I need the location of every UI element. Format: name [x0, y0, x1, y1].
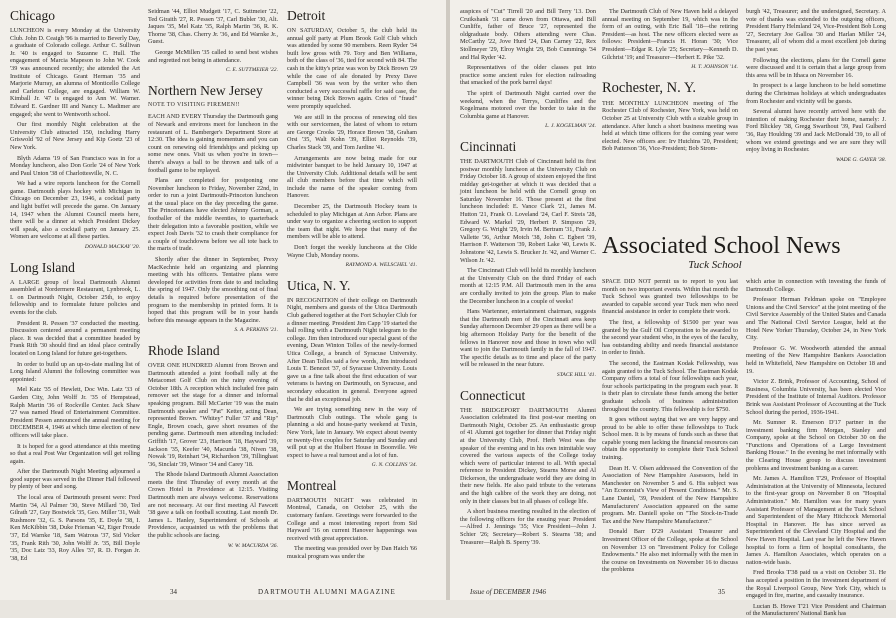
paragraph: Plans are completed for postponing one November luncheon to Friday, November 22nd, in order to run a joint Dartmouth-Princeton luncheon at the usual place on the day preceding the game. The Princetonians have elected Johnny Gorman, a footballer of the middle twenties, to quarterback their delegation into a favorable position, while we expect Josh Davis '32 to crash their compliance for a couple of touchdowns before we all tote back to the marts of trade. [148, 177, 278, 253]
section-heading-long-island: Long Island [10, 259, 75, 275]
paragraph: Mr. Sumner R. Emerson D'17 partner in the investment banking firm Morgan, Stanley and Company, spoke at the School on October 30 on the "Functions and Operations of a Large Investment Banking House." In the evening he met informally with the Clearing House group to discuss investment problems and investment banking as a career. [746, 419, 886, 472]
paragraph: burgh '42, Treasurer; and the undersigned, Secretary. A vote of thanks was extended to the outgoing officers, President Harry Helmland '24, Vice-President Bob Long '27, Secretary Joe Galloa '30 and Harlan Miller '24, Treasurer, all of whom did a most excellent job during the past year. [746, 8, 886, 53]
paragraph: Hans Wartenner, entertainment chairman, suggests that the Dartmouth men of the Cincinnati area keep Sunday afternoon December 29 open as there will be a big afternoon Holiday Party for the benefit of the fellows in Hanover now and those in town who will want to join the Dartmouth family in the fall of 1947. The specific details as to time and place of the party will be released in the near future. [460, 308, 596, 369]
left-page [0, 0, 446, 600]
signature: W. W. MACURDA '36. [227, 542, 278, 549]
paragraph: THE DARTMOUTH Club of Cincinnati held its first postwar monthly luncheon at the University Club on Friday October 18. A group of sixteen enjoyed the first midday get-together at which it was decided that a joint luncheon be held with the Cornell group on Saturday November 16. Those present at the first luncheon included: E. Vance Clark '21, James M. Hutton '21, Frank O. Loveland '24, Carl F. Streis '28, Edward W. Markel '29, Herbert P. Simpson '29, Gregory G. Wright '29, Irvin M. Bertram '31, Frank J. Vallette '36, Arthur Motch '38, John C. Egbert '39, Harrison F. Watterson '39, Robert Lake '40, Lewis K. Johnstone '42, Lewis S. Brucker Jr. '42, and Warner C. Wilson Jr. '42. [460, 157, 596, 264]
paragraph: Fred Brooks T'38 paid us a visit on October 31. He has accepted a position in the investment department of the Royal Liverpool Group, New York City, which is engaged in fire, marine, and casualty insurance. [746, 569, 886, 600]
paragraph: December 25, the Dartmouth Hockey team is scheduled to play Michigan at Ann Arbor. Plans are under way to organize a cheering section to support the team that night. We hope that many of the members will be able to attend. [287, 203, 417, 241]
right-column-3 [746, 8, 886, 230]
tuck-column-2 [746, 278, 886, 618]
paragraph: In prospect is a large luncheon to be held sometime during the Christmas holidays at which undergraduates from Rochester and vicinity will be guests. [746, 82, 886, 105]
signature: H. T. JOHNSON '14. [691, 64, 738, 71]
right-column-2 [602, 8, 738, 230]
paragraph: The first, a fellowship of $1500 per year was granted by the Gulf Oil Corporation to be awarded to the second year student who, in the eyes of the faculty, has outstanding ability and needs financial assistance in order to finish. [602, 318, 738, 357]
paragraph: EACH AND EVERY Thursday the Dartmouth gang of Newark and environs meet for luncheon in the restaurant of L. Bamberger's Department Store at 12:30. The idea is gaining momentum and you can count on renewing old friendships and picking up some new ones. Visit us when you're in town—there's always a ball to be thrown and talk of a football game to be replayed. [148, 113, 278, 174]
paragraph: The local area of Dartmouth present were: Fred Martin '34, Al Palmer '30, Steve Millard '30, Ted Gilrath '27, Guy Bostwick '35, Geo. Miller '31, Walt Rushmore '32, G. S. Parsons '35, E. Doyle '38, I. Ken McKibbin '38, Duke Frieman '42, Eiger Froude '37, Ed Warnke '18, Sam Watrous '37, Sid Vicker '35, Frank Rith '30, John Wolff Jr. '35, Bill Doyle '35, Doc Latz '33, Roy Alles '37, R. D. Forgan Jr. '38, Ed [10, 494, 140, 562]
paragraph: A short business meeting resulted in the election of the following officers for the ensuing year: President—Alfred J. Jennings '35; Vice President—John J. Schier '26; Secretary—Robert S. Stearns '38; and Treasurer—Ralph B. Sperry '39. [460, 508, 596, 546]
paragraph: Professor Herman Feldman spoke on "Employee Unions and the Civil Service" at the joint meeting of the Civil Service Assembly of the United States and Canada and The National Civil Service League, held at the Hotel New Yorker Thursday, October 24, in New York City. [746, 296, 886, 342]
page-number: 34 [170, 588, 177, 596]
paragraph: Lucian B. Howe T'21 Vice President and Chairman of the Manufacturers' National Bank has [746, 602, 886, 618]
paragraph: George McMillen '35 called to send best wishes and regretted not being in attendance. [148, 48, 278, 64]
paragraph: LUNCHEON is every Monday at the University Club. John D. Ceaigh '96 is married to Beverly Day, a graduate of Colorado college. Arthur C. Sullivan Jr. '40 is engaged to Suzanne C. Hull. The engagement of Marcia Mapeson to John W. Cook '39 was announced recently; she attended the Art Institute of Chicago. Grant Herman '35 and Marjorie Murray, an alumna of Monticello College and Carleton College, are engaged. William W. Kimball Jr. '47 is engaged to Ann W. Warner. Edward E. Gardner III and Nancy L. Madimer are engaged; she went to Wentworth school. [10, 27, 140, 118]
magazine-title: DARTMOUTH ALUMNI MAGAZINE [258, 588, 396, 596]
signature: WADE G. GAYER '38. [835, 156, 886, 163]
paragraph: We are trying something new in the way of Dartmouth Club outings. The whole gang is planning a ski and house-party weekend at Tuxin, New York, late in January. We expect about twenty or twenty-five couples for Saturday and Sunday and will put up at the Hulbert House in Boonville. We expect to have a real turnout and a lot of fun. [287, 406, 417, 459]
section-heading-rochester: Rochester, N. Y. [602, 79, 697, 96]
paragraph: ON SATURDAY, October 5, the club held its annual golf party at Plum Brook Golf Club which was attended by some 90 members. Reen Ryder '34 built low gross with 79. Tory and Ben Williams, both of the class of '36, tied for second with 84. The cash in the kitty's prize was won by Dick Brown '29 while the case of ale donated by Prexy Dave Campbell '36 was won by the writer who then conducted a very successful raffle for said case, the winner being Dick Brown again. Cries of "fraud" were promptly squelched. [287, 27, 417, 110]
page-number: 35 [718, 588, 725, 596]
signature: S. A. PERKINS '21. [234, 327, 278, 334]
paragraph: IN RECOGNITION of their college on Dartmouth Night, members and guests of the Utica Dartmouth Club gathered together at the Fort Schuyler Club for a dinner meeting. President Jim Capp '19 started the ball rolling with a Dartmouth Night telegram to the college. Jim then introduced our special guest of the evening, Dean Winton Tolles of the newly-formed Utica College, a branch of Syracuse University. After Dean Tolles said a few words, Jim introduced Louis T. Benezet '37, of Syracuse University. Louis gave us a fine talk about the first education of war veterans is having on Dartmouth, on Syracuse, and secondary education in general. Everyone agreed that he did an exceptional job. [287, 296, 417, 403]
paragraph: It is hoped for a good attendance at this meeting so that a real Post War Organization will get rolling again. [10, 442, 140, 465]
paragraph: auspices of "Cut" Tirrell '20 and Bill Terry '13. Don Cruikshank '31 came down from Ottawa, and Bill Cunliffe, father of Bruce '27, represented the oldgraduate body. Others attending were Chas. McCarthy '22, Jove Hurd '24, Dan Carney '22, Rex Stollmeyer '29, Elroy Wright '29, Bob Cummings '34 and Hal Ryder '42. [460, 8, 596, 61]
right-page [450, 0, 896, 618]
paragraph: In order to build up an up-to-date mailing list of Long Island Alumni the following committee was appointed: [10, 360, 140, 383]
subhead-tuck-school: Tuck School [688, 259, 742, 271]
paragraph: Mr. James A. Hamilton T'29, Professor of Hospital Administration at the University of Minnesota, lectured to the first-year group on November 8 on "Hospital Administration." Mr. Hamilton was for many years Assistant Professor of Management at the Tuck School and Superintendent of the Mary Hitchcock Memorial Hospital in Hanover. He has since served as Superintendent of the Cleveland City Hospital and the New Haven Hospital. Last year he left the New Haven hospital to form a firm of hospital consultants, the James A. Hamilton Associates, which operates on a nation-wide basis. [746, 475, 886, 566]
tuck-column-1 [602, 278, 738, 578]
paragraph: The meeting was presided over by Dan Haich '66 musical program was under the [287, 545, 417, 561]
paragraph: We are still in the process of renewing old ties with our servicemen, the latest of whom to return are George Crooks '29, Horace Brown '38, Graham Orsi '35, Walt Kohn '39, Elliot Reynolds '39, Charles Stack '39, and Tom Jardine '41. [287, 113, 417, 151]
paragraph: A LARGE group of local Dartmouth Alumni assembled at Nordermere Restaurant, Lynbrook, L. I. on Dartmouth Night, October 25th, to enjoy fellowship and to formulate future policies and events for the club. [10, 278, 140, 316]
section-heading-cincinnati: Cincinnati [460, 138, 517, 154]
signature: DONALD MACKAY '20. [84, 244, 140, 251]
section-heading-northern-new-jersey: Northern New Jersey [148, 82, 263, 98]
paragraph: The spirit of Dartmouth Night carried over the weekend, when the Terrys, Cunliffes and the Kogelmans motored over the border to take in the Columbia game at Hanover. [460, 89, 596, 120]
paragraph: Arrangements are now being made for our midwinter banquet to be held January 10, 1947 at the University Club. Additional details will be sent all club members before that time which will include the name of the speaker coming from Hanover. [287, 154, 417, 200]
paragraph: We had a wire reports luncheon for the Cornell game. Dartmouth plays hockey with Michigan in Chicago on December 23, 1946, a cocktail party and light buffet will precede the game. On January 14, 1947 when the Alumni Council meets here, there will be a dinner at which President Dickey will speak, also a cocktail party on January 25. Women are welcome at all these parties. [10, 180, 140, 241]
paragraph: Don't forget the weekly luncheons at the Olde Wayne Club, Monday noons. [287, 244, 417, 259]
paragraph: Following the elections, plans for the Cornell game were discussed and it is certain that a large group from this area will be in Ithaca on November 16. [746, 56, 886, 79]
issue-date: Issue of DECEMBER 1946 [470, 588, 547, 596]
section-heading-connecticut: Connecticut [460, 387, 526, 403]
paragraph: THE BRIDGEPORT DARTMOUTH Alumni Association celebrated its first post-war meeting on Dartmouth Night, October 25. An enthusiastic group of 41 Alumni got together for dinner that Friday night at the University Club, Prof. Herb West was the speaker of the evening and in his own inimitable way covered the various aspects of the College today which were of particular interest to all. With special reference to President Dickey, Stearns Morse and Al Dickerson, the undergraduate world they are doing in their new fields. He also paid tribute to the veterans and the high calibre of the work they are doing, not only in their classes but in all phases of college life. [460, 406, 596, 505]
paragraph: It goes without saying that we are very happy and proud to be able to offer these fellowships to Tuck School men. It is by means of funds such as these that capable young men lacking the financial resources can obtain the opportunity to complete their Tuck School training. [602, 416, 738, 462]
paragraph: Our first monthly Night celebration at the University Club attracted 150, including Harry Griswold '92 of New Jersey and Kip Goetz '23 of New York. [10, 121, 140, 151]
paragraph: DARTMOUTH NIGHT was celebrated in Montreal, Canada, on October 25, with the customary fanfare. Greetings were forwarded to the College and a most interesting report from Sid Hayward '16 on current Hanover happenings was received with great appreciation. [287, 496, 417, 542]
paragraph: Several alumni have recently arrived here with the intention of making Rochester their home, namely: J. Ford Blickley '38, Gregg Swarthout '39, Paul Gulberd '36, Ray Houlding '39 and Jack McDonald '39, to all of whom we extend greetings and we are sure they will enjoy living in Rochester. [746, 108, 886, 154]
section-heading-detroit: Detroit [287, 8, 326, 23]
section-heading-chicago: Chicago [10, 8, 55, 23]
section-heading-rhode-island: Rhode Island [148, 342, 220, 358]
paragraph: Professor G. W. Woodworth attended the annual meeting of the New Hampshire Bankers Association held in Whitefield, New Hampshire on October 18 and 19. [746, 344, 886, 375]
paragraph: Seidman '44, Elliot Mudgett '17, C. Suttmeier '22, Ted Giraith '27, R. Pessen '37, Carl Bubler '30, Alt. Jaques '35, Mel Katz '35, Ralph Martin '36, R. K. Thorne '38, Chas. Cherry Jr. '36, and Ed Warnke Jr., Guest. [148, 8, 278, 46]
paragraph: OVER ONE HUNDRED Alumni from Brown and Dartmouth attended a joint football rally at the Metacomet Golf Club on the rainy evening of October 18th. A reception which included free pain remover set the stage for a dinner and informal speaking program. Bill McCarter '19 was the main Dartmouth speaker and "Pat" Ketter, acting Dean, represented Brown. "Whitey" Fuller '37 and "Rip" Engle, Brown coach, gave short resumes of the pending game. Dartmouth men attending included: Griffith '17, Grover '23, Harrison '18, Hayward '39, Jackson '35, Keefer '40, Macurda '38, Niven '38, Nowak '19, Reinhart '34, Richardson '39, Tillinghast '36, Sinclair '39, Winsor '34 and Carey '18. [148, 361, 278, 468]
subheading: NOTE TO VISITING FIREMEN!! [148, 101, 241, 108]
paragraph: Blyth Adams '19 of San Francisco was in for a Monday luncheon, also Don Gorle '24 of New York and Paul Unton '38 of Charlottesville, N. C. [10, 154, 140, 177]
signature: G. N. COLLINS '34. [371, 462, 417, 469]
headline-associated-school-news: Associated School News [602, 233, 841, 259]
paragraph: The Cincinnati Club will hold its monthly luncheon at the University Club on the third Friday of each month at 12:15 P.M. All Dartmouth men in the area are cordially invited to join the group. Plan to make the December luncheon in a couple of weeks! [460, 267, 596, 305]
paragraph: President R. Pessen '37 conducted the meeting. Discussion centered around a permanent meeting place. It was decided that a committee headed by Frank Rith '30 should find an ideal place centrally located on Long Island for future get-togethers. [10, 319, 140, 357]
paragraph: After the Dartmouth Night Meeting adjourned a good supper was served in the Dinner Hall followed by plenty of beer and song. [10, 468, 140, 491]
paragraph: The second, the Eastman Kodak Fellowship, was again granted to the Tuck School. The Eastman Kodak Company offers a total of four fellowships each year, four schools participating in the program each year. It is their plan to circulate these funds among the better graduate schools of business administration throughout the country. This fellowship is for $750. [602, 359, 738, 413]
paragraph: THE MONTHLY LUNCHEON meeting of The Rochester Club of Rochester, New York, was held on October 25 at University Club with a sizable group in attendance. After lunch a short business meeting was held at which time officers for the coming year were elected. New officers are: Irv Hutchins '20, President; Bob Patterson '36, Vice-President; Bob Strom- [602, 99, 738, 153]
section-heading-utica: Utica, N. Y. [287, 277, 351, 293]
paragraph: Mel Katz '35 of Hewlett, Doc Win. Latz '33 of Garden City, John Wolff Jr. '35 of Hempstead, Ralph Martin '36 of Rockville Center. Jack Shaw '27 was named Head of Entertainment Committee. President Pessen announced the annual meeting for DECEMBER 4, 1946 at which time election of new officers will take place. [10, 386, 140, 439]
paragraph: Donald Barr D'29 Assistant Treasurer and Investment Officer of the College, spoke at the School on November 13 on "Investment Policy for College Endowments." He also met informally with the men in the course on Investments on November 16 to discuss the problems [602, 528, 738, 574]
paragraph: Representatives of the older classes put into practice some ancient rules for election railroading that smacked of the pork barrel days! [460, 64, 596, 87]
left-column-1 [10, 8, 140, 565]
signature: C. E. SUTTMEIER '22. [225, 67, 278, 74]
signature: RAYMOND A. WELSCHEL '41. [345, 262, 417, 269]
right-column-1 [460, 8, 596, 549]
signature: L. J. KOGELMAN '24. [545, 123, 596, 130]
paragraph: Shortly after the dinner in September, Prexy MacKechnie held an organizing and planning meeting with his officers. Tentative plans were developed for activities from date to and including the spring of 1947. Only the smoothing out of final details is required before presentation of the program to the membership in printed form. It is hoped that this program will be in your hands before this message appears in the Magazine. [148, 256, 278, 324]
left-column-2 [148, 8, 278, 558]
left-column-3 [287, 8, 417, 564]
paragraph: The Rhode Island Dartmouth Alumni Association meets the first Thursday of every month at the Crown Hotel in Providence at 12:15. Visiting Dartmouth men are always welcome. Reservations are not necessary. At our first meeting Al Fawcett '38 gave a talk on football scouting. Last month Dr. James L. Hanley, Superintendent of Schools at Providence, acquainted us with the problems that the public schools are facing. [148, 471, 278, 540]
paragraph: which arise in connection with investing the funds of Dartmouth College. [746, 278, 886, 293]
paragraph: Victor Z. Brink, Professor of Accounting, School of Business, Columbia University, has been elected Vice President of the Institute of Internal Auditors. Professor Brink was Assistant Professor of Accounting at the Tuck School during the period, 1936-1941. [746, 378, 886, 416]
section-heading-montreal: Montreal [287, 477, 337, 493]
paragraph: The Dartmouth Club of New Haven held a delayed annual meeting on September 19, which was in the form of an outing, with Eric Ball '18—the retiring President—as host. The new officers elected were as follows: President—Francis H. Horan '30; Vice President—Edgar R. Lyle '25; Secretary—Kenneth D. Gilchrist '19; and Treasurer—Herbert E. Pike '32. [602, 8, 738, 61]
signature: STACE HILL '41. [556, 371, 596, 378]
paragraph: SPACE DID NOT permit us to report to you last month on two important events. Within that month the Tuck School was granted two fellowships to be awarded to capable second year Tuck men who need financial assistance in order to complete their work. [602, 278, 738, 316]
paragraph: Dean H. V. Olsen addressed the Convention of the Association of New Hampshire Assessors, held in Manchester on November 5 and 6. His subject was "An Economist's View of Present Conditions." Mr. S. Lane Daniel, '39, President of the New Hampshire Manufacturers' Association appeared on the same program. Mr. Daniell spoke on "The Stock-in-Trade Tax and the New Hampshire Manufacturer." [602, 464, 738, 525]
